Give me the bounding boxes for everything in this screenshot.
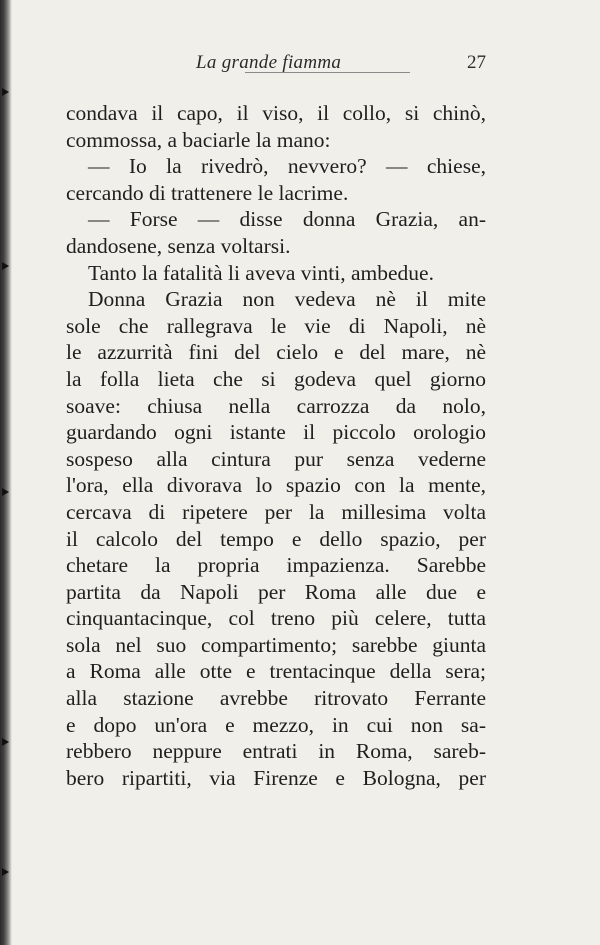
edge-mark (2, 262, 9, 270)
text-line: rebbero neppure entrati in Roma, sareb- (66, 739, 486, 764)
text-line: cinquantacinque, col treno più celere, tutta (66, 606, 486, 631)
text-line: guardando ogni istante il piccolo orologio (66, 420, 486, 445)
edge-mark (2, 868, 9, 876)
running-head: La grande fiamma (196, 52, 342, 73)
edge-mark (2, 488, 9, 496)
text-line: commossa, a baciarle la mano: (66, 127, 331, 152)
text-line: Donna Grazia non vedeva nè il mite (88, 287, 486, 312)
text-line: condava il capo, il viso, il collo, si chinò, (66, 101, 486, 125)
text-line: e dopo un'ora e mezzo, in cui non sa- (66, 712, 486, 737)
text-line: il calcolo del tempo e dello spazio, per (66, 526, 486, 551)
text-line: le azzurrità fini del cielo e del mare, nè (66, 340, 486, 365)
body-text (66, 100, 486, 791)
text-line: alla stazione avrebbe ritrovato Ferrante (66, 686, 486, 711)
text-line: — Io la rivedrò, nevvero? — chiese, (88, 154, 486, 179)
text-line: la folla lieta che si godeva quel giorno (66, 366, 486, 391)
text-line: l'ora, ella divorava lo spazio con la mente, (66, 473, 486, 498)
text-line: sola nel suo compartimento; sarebbe giunta (66, 632, 486, 657)
header-rule (245, 72, 410, 73)
page-header (66, 52, 486, 80)
text-line: sole che rallegrava le vie di Napoli, nè (66, 313, 486, 338)
page-number: 27 (467, 52, 486, 73)
text-line: cercando di trattenere le lacrime. (66, 180, 349, 205)
text-line: a Roma alle otte e trentacinque della sera; (66, 659, 486, 684)
text-line: Tanto la fatalità li aveva vinti, ambedue. (88, 260, 434, 285)
text-line: soave: chiusa nella carrozza da nolo, (66, 393, 486, 418)
text-line: cercava di ripetere per la millesima volta (66, 499, 486, 524)
text-line: bero ripartiti, via Firenze e Bologna, per (66, 765, 486, 790)
text-line: — Forse — disse donna Grazia, an- (88, 207, 486, 232)
text-line: chetare la propria impazienza. Sarebbe (66, 553, 486, 578)
scanned-page-edge (0, 0, 12, 945)
text-line: partita da Napoli per Roma alle due e (66, 579, 486, 604)
edge-mark (2, 738, 9, 746)
text-line: sospeso alla cintura pur senza vederne (66, 446, 486, 471)
edge-mark (2, 88, 9, 96)
text-line: dandosene, senza voltarsi. (66, 233, 291, 258)
